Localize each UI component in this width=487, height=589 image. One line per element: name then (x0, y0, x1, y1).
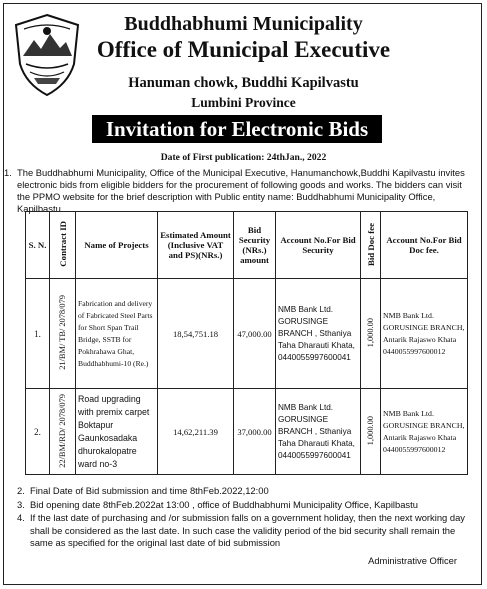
table-header-row (26, 212, 468, 279)
note-text: Bid opening date 8thFeb.2022at 13:00 , office of Buddhabhumi Municipality Office, Kapilbastu (30, 498, 418, 510)
header-doc-fee: Bid Doc fee (361, 212, 381, 279)
office-name: Office of Municipal Executive (96, 37, 391, 62)
signoff: Administrative Officer (368, 555, 457, 566)
header-contract-id: Contract ID (50, 212, 76, 279)
note-text: If the last date of purchasing and /or submission falls on a government holiday, then the next working day shall be considered as the last date. In such case the validity period of the bid security shall remain the same as specified for the original last date of bid submission (30, 512, 465, 548)
row-doc-fee: 1,000.00 (361, 279, 381, 389)
bids-table (25, 211, 468, 475)
intro-paragraph (4, 167, 467, 215)
office-address: Hanuman chowk, Buddhi Kapilvastu (128, 75, 359, 91)
row-amount: 18,54,751.18 (158, 279, 234, 389)
municipality-name: Buddhabhumi Municipality (124, 13, 363, 35)
list-item: 4. If the last date of purchasing and /or submission falls on a government holiday, then the next working day shall be considered as the last date. In such case the validity period of the bid security shall remain the same as specified for the original last date of bid submission (17, 512, 465, 548)
row-account-fee: NMB Bank Ltd. GORUSINGE BRANCH, Antarik Rajaswo Khata 0440055997600012 (381, 389, 468, 475)
row-project: Road upgrading with premix carpet Boktapur Gaunkosadaka dhurokalopatre ward no-3 (76, 389, 158, 475)
header-amount: Estimated Amount (Inclusive VAT and PS)(NRs.) (158, 212, 234, 279)
row-contract-id: 21/BM/ TB/ 2078/079 (50, 279, 76, 389)
row-sn: 2. (26, 389, 50, 475)
header-sn: S. N. (26, 212, 50, 279)
province-name: Lumbini Province (191, 95, 296, 110)
row-account-fee: NMB Bank Ltd. GORUSINGE BRANCH, Antarik Rajaswo Khata 0440055997600012 (381, 279, 468, 389)
list-item: 2. Final Date of Bid submission and time 8thFeb.2022,12:00 (17, 485, 269, 496)
header-account-fee: Account No.For Bid Doc fee. (381, 212, 468, 279)
row-account-security: NMB Bank Ltd. GORUSINGE BRANCH , Sthaniya Taha Dharauti Khata, 0440055997600041 (276, 279, 361, 389)
header-security: Bid Security (NRs.) amount (234, 212, 276, 279)
notice-title: Invitation for Electronic Bids (92, 115, 382, 143)
header-project: Name of Projects (76, 212, 158, 279)
intro-number: 1. (4, 167, 12, 178)
notes-list (17, 485, 467, 551)
row-amount: 14,62,211.39 (158, 389, 234, 475)
publication-date: Date of First publication: 24thJan., 2022 (160, 152, 327, 163)
row-doc-fee: 1,000.00 (361, 389, 381, 475)
table-row (26, 389, 468, 475)
note-text: Final Date of Bid submission and time 8thFeb.2022,12:00 (30, 485, 269, 496)
row-account-security: NMB Bank Ltd. GORUSINGE BRANCH , Sthaniya Taha Dharauti Khata, 0440055997600041 (276, 389, 361, 475)
list-item: 3. Bid opening date 8thFeb.2022at 13:00 , office of Buddhabhumi Municipality Office, Kapilbastu (17, 498, 418, 510)
row-project: Fabrication and delivery of Fabricated Steel Parts for Short Span Trail Bridge, SSTB for Pokhrahawa Ghat, Buddhabhumi-10 (Re.) (76, 279, 158, 389)
row-security: 37,000.00 (234, 389, 276, 475)
intro-text: The Buddhabhumi Municipality, Office of the Municipal Executive, Hanumanchowk,Buddhi Kapilvastu invites electronic bids from eligible bidders for the procurement of following goods and works. The bidders can visit the PPMO website for the brief description with Public entity name: Buddhabhumi Municipality Office, Kapilbastu. (17, 167, 465, 214)
row-sn: 1. (26, 279, 50, 389)
table-row (26, 279, 468, 389)
header-account-security: Account No.For Bid Security (276, 212, 361, 279)
row-security: 47,000.00 (234, 279, 276, 389)
row-contract-id: 22/BM/RD/ 2078/079 (50, 389, 76, 475)
